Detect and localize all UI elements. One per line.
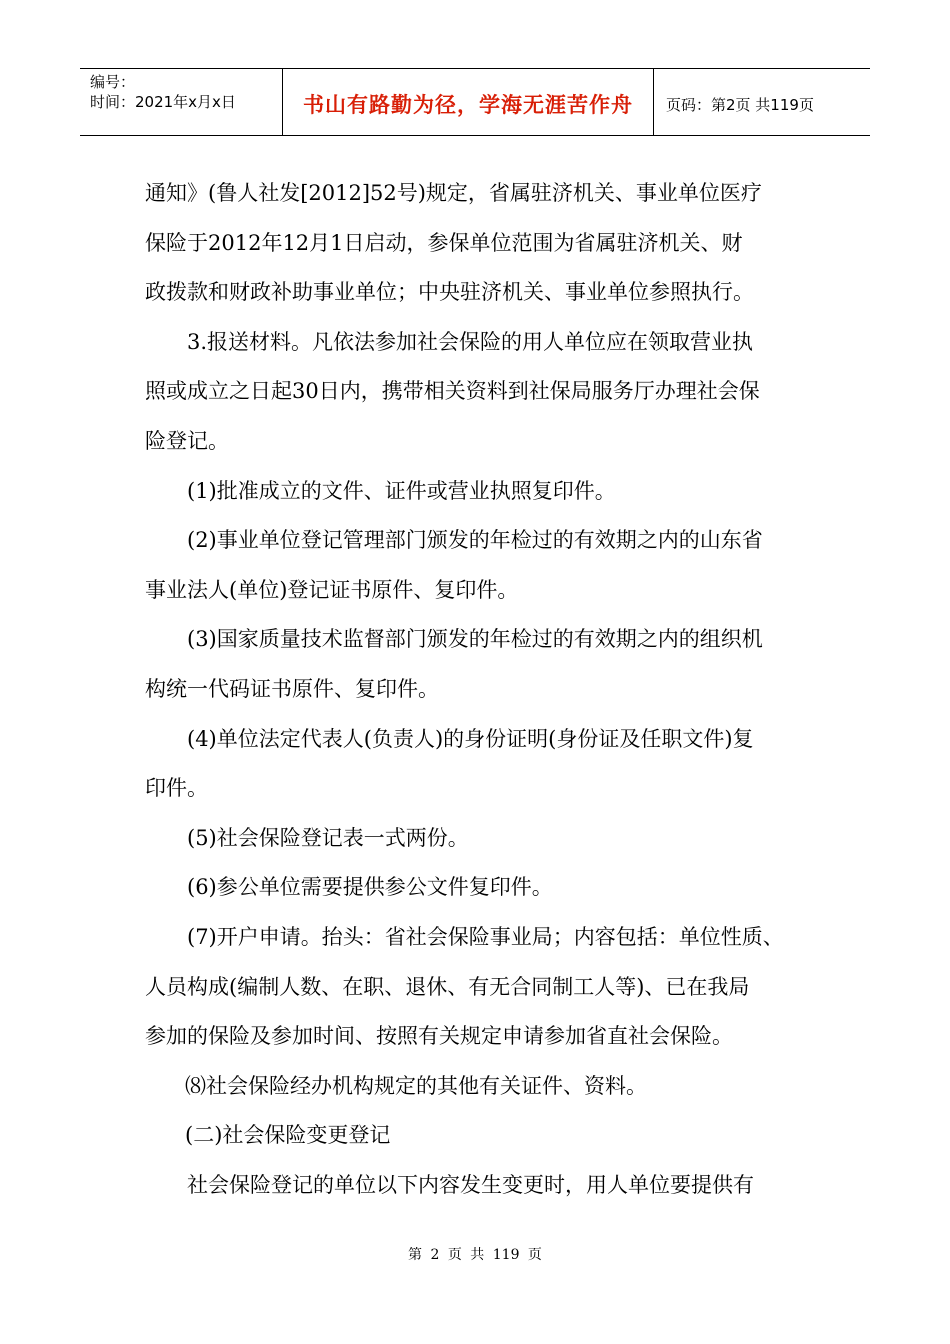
body-line: 构统一代码证书原件、复印件。 [145, 676, 439, 701]
body-line: (7)开户申请。抬头：省社会保险事业局；内容包括：单位性质、 [187, 924, 784, 949]
body-line: 事业法人(单位)登记证书原件、复印件。 [145, 577, 519, 602]
body-line: 通知》(鲁人社发[2012]52号)规定，省属驻济机关、事业单位医疗 [145, 181, 762, 205]
body-line: (4)单位法定代表人(负责人)的身份证明(身份证及任职文件)复 [187, 726, 754, 751]
header-page-cell [654, 69, 870, 135]
page-footer [0, 1244, 950, 1264]
body-line: 政拨款和财政补助事业单位；中央驻济机关、事业单位参照执行。 [145, 280, 754, 305]
header-page-info: 页码：第2页 共119页 [666, 95, 814, 114]
body-line: 保险于2012年12月1日启动，参保单位范围为省属驻济机关、财 [145, 230, 743, 255]
body-line: 印件。 [145, 776, 208, 801]
header-motto: 书山有路勤为径，学海无涯苦作舟 [303, 93, 633, 117]
section-heading: (二)社会保险变更登记 [185, 1123, 391, 1148]
document-body [145, 172, 825, 1213]
body-line: (3)国家质量技术监督部门颁发的年检过的有效期之内的组织机 [187, 627, 763, 652]
body-line: (2)事业单位登记管理部门颁发的年检过的有效期之内的山东省 [187, 528, 763, 553]
body-line: 人员构成(编制人数、在职、退休、有无合同制工人等)、已在我局 [145, 974, 750, 999]
body-line: 社会保险登记的单位以下内容发生变更时，用人单位要提供有 [187, 1172, 754, 1197]
body-line: (5)社会保险登记表一式两份。 [187, 825, 469, 850]
body-line: 照或成立之日起30日内，携带相关资料到社保局服务厅办理社会保 [145, 379, 760, 404]
body-line: ⑻社会保险经办机构规定的其他有关证件、资料。 [185, 1073, 647, 1098]
footer-page-number: 第 2 页 共 119 页 [408, 1247, 542, 1263]
document-date-label: 时间：2021年x月x日 [90, 93, 236, 111]
body-line: 3.报送材料。凡依法参加社会保险的用人单位应在领取营业执 [187, 329, 754, 354]
body-line: 参加的保险及参加时间、按照有关规定申请参加省直社会保险。 [145, 1024, 733, 1049]
body-line: (6)参公单位需要提供参公文件复印件。 [187, 875, 553, 900]
document-number-label: 编号： [90, 73, 136, 91]
page-header [80, 68, 870, 136]
header-meta-cell [80, 69, 283, 135]
header-motto-cell [283, 69, 654, 135]
body-line: (1)批准成立的文件、证件或营业执照复印件。 [187, 478, 616, 503]
body-line: 险登记。 [145, 428, 229, 453]
